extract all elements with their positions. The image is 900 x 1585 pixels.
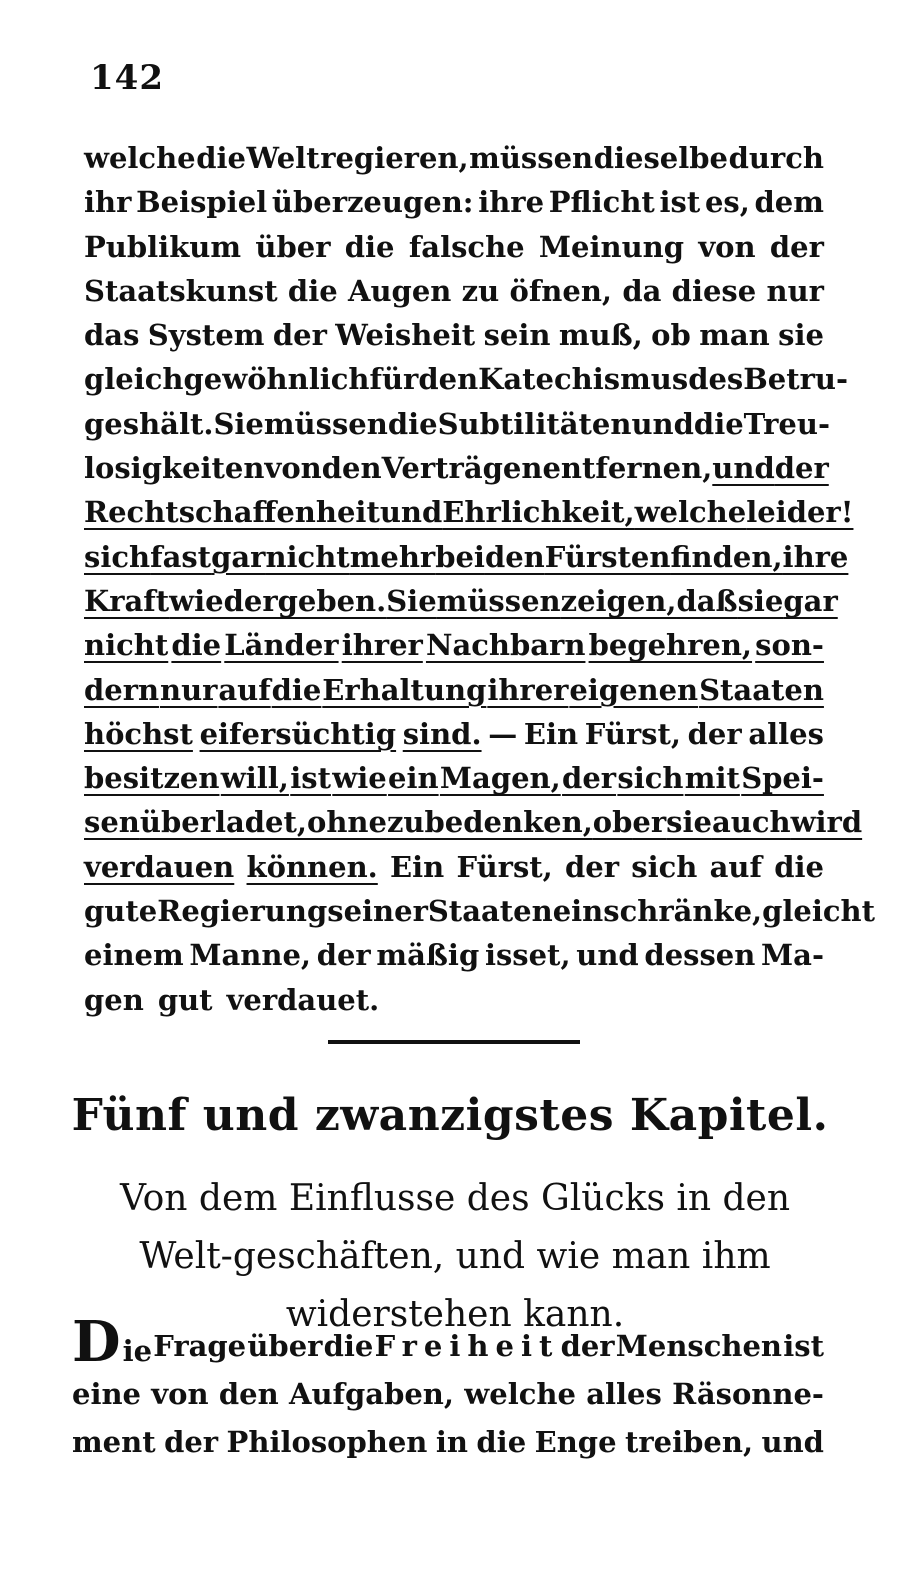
word: Ma- bbox=[761, 938, 824, 973]
word: von bbox=[264, 451, 322, 486]
underlined-word: Spei- bbox=[741, 761, 824, 796]
word: einschränke, bbox=[552, 894, 763, 929]
word: überzeugen: bbox=[271, 185, 474, 220]
word: regieren, bbox=[320, 141, 469, 175]
word: der bbox=[316, 938, 371, 973]
word: Enge bbox=[534, 1425, 617, 1459]
word: mäßig bbox=[376, 938, 480, 973]
text-line bbox=[84, 446, 829, 490]
page-number: 142 bbox=[90, 58, 164, 98]
word: Augen bbox=[347, 273, 452, 308]
underlined-word: und bbox=[712, 451, 775, 486]
underlined-word: begehren, bbox=[588, 628, 753, 663]
text-line bbox=[84, 668, 824, 712]
underlined-word: son- bbox=[755, 628, 824, 663]
text-line bbox=[84, 623, 824, 667]
underlined-word: zeigen, bbox=[560, 583, 677, 618]
underlined-word: ihrer bbox=[341, 628, 423, 663]
underlined-word: Kraft bbox=[84, 583, 170, 618]
underlined-word: Rechtschaffenheit bbox=[84, 495, 380, 530]
underlined-word: den bbox=[484, 539, 545, 574]
text-line bbox=[84, 136, 824, 180]
word: der bbox=[164, 1425, 219, 1459]
word: auf bbox=[709, 849, 762, 884]
text-line bbox=[84, 535, 849, 579]
underlined-word: ihre bbox=[782, 539, 849, 574]
underlined-word: auf bbox=[218, 672, 271, 707]
underlined-word: wird bbox=[790, 805, 863, 840]
word: die bbox=[196, 141, 246, 175]
drop-cap: D bbox=[72, 1309, 121, 1375]
word: Manne, bbox=[189, 938, 311, 973]
underlined-word: der bbox=[562, 761, 617, 796]
underlined-word: sie bbox=[737, 583, 784, 618]
underlined-word: Nachbarn bbox=[425, 628, 586, 663]
text-line bbox=[84, 845, 824, 889]
word: welche bbox=[464, 1377, 576, 1411]
word: Pflicht bbox=[548, 185, 655, 220]
word: sich bbox=[631, 849, 698, 884]
underlined-word: Sie bbox=[386, 583, 437, 618]
word: losigkeiten bbox=[84, 451, 265, 486]
underlined-word: eigenen bbox=[569, 672, 699, 707]
underlined-word: ist bbox=[290, 761, 331, 796]
word: gut bbox=[157, 982, 213, 1017]
underlined-word: bei bbox=[435, 539, 485, 574]
chapter-title: Fünf und zwanzigstes Kapitel. bbox=[71, 1090, 829, 1141]
word: das bbox=[84, 318, 140, 353]
word: eine bbox=[72, 1377, 142, 1411]
word: von bbox=[151, 1377, 209, 1411]
word: müssen bbox=[263, 406, 388, 441]
word: von bbox=[698, 229, 756, 264]
word: Frage bbox=[153, 1329, 247, 1363]
underlined-word: mehr bbox=[349, 539, 436, 574]
underlined-word: der bbox=[774, 451, 829, 486]
underlined-word: Ehrlichkeit, bbox=[442, 495, 635, 530]
underlined-word: finden, bbox=[670, 539, 783, 574]
word: Treu- bbox=[743, 406, 830, 441]
text-line bbox=[84, 889, 876, 933]
word: Welt bbox=[246, 141, 320, 175]
underlined-word: und bbox=[379, 495, 443, 530]
word: dem bbox=[754, 185, 824, 220]
word: gleicht bbox=[762, 894, 876, 929]
word: gute bbox=[84, 894, 158, 929]
word: Ein bbox=[523, 716, 579, 751]
word: Menschen bbox=[615, 1329, 783, 1363]
word: ihr bbox=[84, 185, 132, 220]
word: Philosophen bbox=[226, 1425, 428, 1459]
text-line bbox=[84, 490, 854, 534]
word: über bbox=[247, 1329, 323, 1363]
word: dieselbe bbox=[593, 141, 728, 175]
word: zu bbox=[461, 273, 500, 308]
word: Meinung bbox=[538, 229, 685, 264]
word: sein bbox=[483, 318, 551, 353]
text-line bbox=[84, 180, 824, 224]
text-line bbox=[72, 1370, 824, 1418]
underlined-word: nicht bbox=[265, 539, 350, 574]
word: Publikum bbox=[84, 229, 242, 264]
text-line bbox=[84, 933, 824, 977]
word: ment bbox=[72, 1425, 156, 1459]
word: hält. bbox=[139, 406, 214, 441]
underlined-word: wie bbox=[332, 761, 387, 796]
text-line bbox=[84, 313, 824, 357]
text-line bbox=[72, 1418, 824, 1466]
word: Weisheit bbox=[335, 318, 476, 353]
underlined-word: er bbox=[632, 805, 667, 840]
text-line bbox=[72, 1309, 824, 1375]
underlined-word: überladet, bbox=[139, 805, 307, 840]
word: die bbox=[693, 406, 744, 441]
underlined-word: gar bbox=[211, 539, 266, 574]
word: Räsonne- bbox=[672, 1377, 824, 1411]
underlined-word: gar bbox=[783, 583, 838, 618]
word: die bbox=[323, 1329, 374, 1363]
word: Staaten bbox=[427, 894, 553, 929]
section-divider bbox=[328, 1040, 580, 1044]
first-word bbox=[72, 1309, 153, 1375]
word: Beispiel bbox=[136, 185, 268, 220]
word: Regierung bbox=[157, 894, 328, 929]
word: ist bbox=[659, 185, 701, 220]
word: System bbox=[147, 318, 265, 353]
underlined-word: die bbox=[171, 628, 222, 663]
word: den bbox=[321, 451, 382, 486]
word: — bbox=[488, 716, 518, 751]
underlined-word: Länder bbox=[224, 628, 339, 663]
word: alles bbox=[586, 1377, 662, 1411]
word: falsche bbox=[408, 229, 525, 264]
word: der bbox=[272, 318, 327, 353]
word: dessen bbox=[644, 938, 756, 973]
word: gewöhnlich bbox=[183, 362, 370, 397]
word: Betru- bbox=[743, 362, 849, 397]
word: Sie bbox=[213, 406, 264, 441]
word: der bbox=[560, 1329, 615, 1363]
underlined-word: müssen bbox=[436, 583, 561, 618]
word: Verträgen bbox=[381, 451, 543, 486]
underlined-word: die bbox=[271, 672, 322, 707]
underlined-word: sen bbox=[84, 805, 140, 840]
underlined-word: wiedergeben. bbox=[169, 583, 387, 618]
word: die bbox=[344, 229, 395, 264]
word: die bbox=[774, 849, 824, 884]
text-line bbox=[84, 402, 830, 446]
underlined-word: können. bbox=[246, 849, 378, 884]
text-line bbox=[84, 756, 824, 800]
underlined-word: ob bbox=[592, 805, 633, 840]
word: gleich bbox=[84, 362, 184, 397]
underlined-word: nicht bbox=[84, 628, 169, 663]
word: Katechismus bbox=[478, 362, 689, 397]
word: Fürst, bbox=[584, 716, 681, 751]
underlined-word: Fürsten bbox=[544, 539, 671, 574]
text-line bbox=[84, 800, 863, 844]
word: die bbox=[387, 406, 438, 441]
word: die bbox=[287, 273, 338, 308]
underlined-word: sie bbox=[666, 805, 712, 840]
text-line bbox=[84, 269, 824, 313]
word: Freiheit bbox=[374, 1329, 560, 1363]
word: Ein bbox=[390, 849, 445, 884]
underlined-word: fast bbox=[150, 539, 212, 574]
word: muß, bbox=[558, 318, 643, 353]
word: der bbox=[769, 229, 824, 264]
underlined-word: mit bbox=[684, 761, 740, 796]
word: die bbox=[476, 1425, 527, 1459]
word: des bbox=[688, 362, 744, 397]
word: ie bbox=[122, 1334, 153, 1368]
word: man bbox=[699, 318, 770, 353]
underlined-word: Magen, bbox=[439, 761, 561, 796]
word: seiner bbox=[327, 894, 428, 929]
underlined-word: ohne bbox=[307, 805, 387, 840]
paragraph-2 bbox=[72, 1309, 824, 1466]
word: es, bbox=[704, 185, 750, 220]
word: ihre bbox=[478, 185, 545, 220]
text-line bbox=[84, 712, 824, 756]
word: verdauet. bbox=[226, 982, 380, 1017]
word: entfernen, bbox=[542, 451, 713, 486]
word: und bbox=[631, 406, 694, 441]
chapter-subtitle: Von dem Einflusse des Glücks in den Welt-geschäften, und wie man ihm widerstehen kann. bbox=[119, 1178, 791, 1335]
underlined-word: sich bbox=[84, 539, 151, 574]
word: treiben, bbox=[624, 1425, 754, 1459]
underlined-word: Staaten bbox=[699, 672, 824, 707]
word: gen bbox=[84, 982, 144, 1017]
underlined-word: besitzen bbox=[84, 761, 220, 796]
word: ist bbox=[783, 1329, 824, 1363]
text-line bbox=[84, 357, 849, 401]
underlined-word: nur bbox=[160, 672, 218, 707]
underlined-word: Erhaltung bbox=[322, 672, 487, 707]
word: Fürst, bbox=[456, 849, 553, 884]
word: der bbox=[565, 849, 620, 884]
word: öfnen, bbox=[509, 273, 613, 308]
word: und bbox=[576, 938, 639, 973]
underlined-word: leider! bbox=[746, 495, 854, 530]
word: der bbox=[687, 716, 742, 751]
word: Staatskunst bbox=[84, 273, 278, 308]
text-line bbox=[84, 225, 824, 269]
underlined-word: höchst bbox=[84, 716, 193, 751]
underlined-word: auch bbox=[711, 805, 791, 840]
underlined-word: eifersüchtig bbox=[199, 716, 397, 751]
word: den bbox=[218, 1377, 279, 1411]
word: müssen bbox=[469, 141, 594, 175]
word: den bbox=[418, 362, 479, 397]
word: alles bbox=[748, 716, 824, 751]
underlined-word: sich bbox=[617, 761, 684, 796]
word: da bbox=[622, 273, 662, 308]
word: und bbox=[761, 1425, 824, 1459]
word: Aufgaben, bbox=[288, 1377, 454, 1411]
word: über bbox=[255, 229, 331, 264]
word: isset, bbox=[484, 938, 571, 973]
underlined-word: zu bbox=[386, 805, 425, 840]
paragraph-1 bbox=[84, 136, 876, 1022]
underlined-word: will, bbox=[220, 761, 289, 796]
word: sie bbox=[778, 318, 824, 353]
word: ges bbox=[84, 406, 140, 441]
underlined-word: ein bbox=[388, 761, 439, 796]
word: in bbox=[435, 1425, 468, 1459]
underlined-word: dern bbox=[84, 672, 160, 707]
text-line bbox=[84, 579, 838, 623]
underlined-word: ihrer bbox=[487, 672, 569, 707]
underlined-word: verdauen bbox=[84, 849, 235, 884]
word: durch bbox=[728, 141, 824, 175]
text-line bbox=[84, 978, 824, 1022]
word: Subtilitäten bbox=[437, 406, 632, 441]
underlined-word: bedenken, bbox=[424, 805, 593, 840]
word: welche bbox=[84, 141, 196, 175]
underlined-word: sind. bbox=[402, 716, 482, 751]
word: einem bbox=[84, 938, 184, 973]
underlined-word: welche bbox=[634, 495, 747, 530]
underlined-word: daß bbox=[676, 583, 738, 618]
word: für bbox=[369, 362, 419, 397]
word: ob bbox=[651, 318, 691, 353]
word: nur bbox=[766, 273, 824, 308]
word: diese bbox=[671, 273, 757, 308]
